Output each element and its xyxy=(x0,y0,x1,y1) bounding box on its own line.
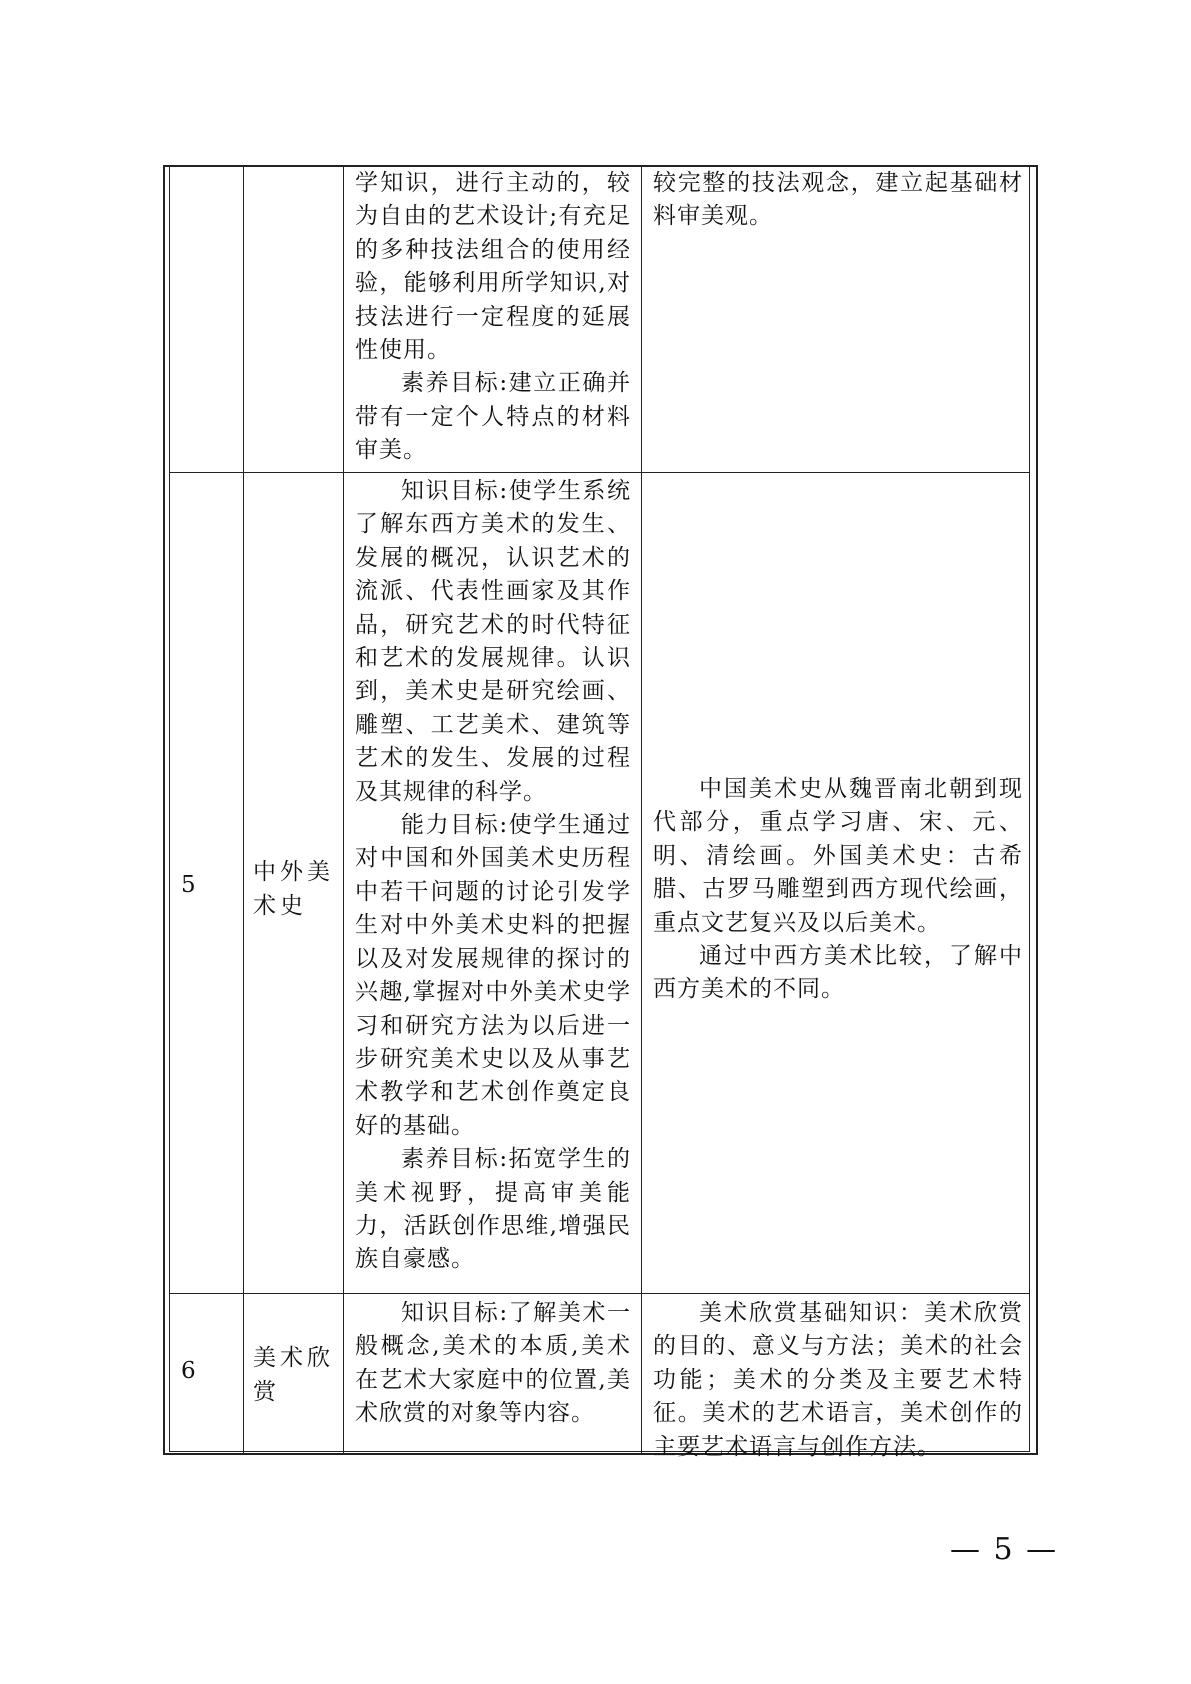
content-text: 较完整的技法观念，建立起基础材料审美观。 xyxy=(653,170,1023,230)
column-divider xyxy=(641,165,642,1453)
content-cell xyxy=(653,1297,1023,1464)
objective-text: 素养目标:建立正确并带有一定个人特点的材料审美。 xyxy=(355,370,631,464)
objective-text: 学知识，进行主动的，较为自由的艺术设计;有充足的多种技法组合的使用经验，能够利用所学知识,对技法进行一定程度的延展性使用。 xyxy=(355,170,631,364)
table-row xyxy=(355,167,631,468)
page-number: — 5 — xyxy=(950,1532,1059,1567)
content-text: 美术欣赏基础知识：美术欣赏的目的、意义与方法；美术的社会功能；美术的分类及主要艺术特征。美术的艺术语言，美术创作的主要艺术语言与创作方法。 xyxy=(653,1300,1023,1460)
content-text: 通过中西方美术比较，了解中西方美术的不同。 xyxy=(653,943,1023,1003)
row-divider xyxy=(169,472,1030,473)
objective-text: 能力目标:使学生通过对中国和外国美术史历程中若干问题的讨论引发学生对中外美术史料的把握以及对发展规律的探讨的兴趣,掌握对中外美术史学习和研究方法为以后进一步研究美术史以及从事艺术教学和艺术创作奠定良好的基础。 xyxy=(355,812,631,1139)
table-row xyxy=(355,1297,631,1431)
column-divider xyxy=(243,165,244,1453)
objective-text: 素养目标:拓宽学生的美术视野，提高审美能力，活跃创作思维,增强民族自豪感。 xyxy=(355,1146,631,1273)
row-number: 6 xyxy=(181,1358,196,1384)
content-text: 中国美术史从魏晋南北朝到现代部分，重点学习唐、宋、元、明、清绘画。外国美术史：古希腊、古罗马雕塑到西方现代绘画，重点文艺复兴及以后美术。 xyxy=(653,776,1023,936)
course-table xyxy=(163,165,1038,1460)
row-number: 5 xyxy=(181,872,196,898)
course-name: 美术欣赏 xyxy=(253,1345,334,1405)
objective-text: 知识目标:使学生系统了解东西方美术的发生、发展的概况，认识艺术的流派、代表性画家及其作品，研究艺术的时代特征和艺术的发展规律。认识到，美术史是研究绘画、雕塑、工艺美术、建筑等艺术的发生、发展的过程及其规律的科学。 xyxy=(355,478,631,805)
row-divider xyxy=(169,1293,1030,1294)
course-name: 中外美术史 xyxy=(253,859,334,919)
content-cell xyxy=(653,167,1023,234)
row-divider xyxy=(169,165,1030,166)
objective-text: 知识目标:了解美术一般概念,美术的本质,美术在艺术大家庭中的位置,美术欣赏的对象等内容。 xyxy=(355,1300,631,1427)
content-cell xyxy=(653,773,1023,1007)
column-divider xyxy=(343,165,344,1453)
table-row xyxy=(355,475,631,1277)
